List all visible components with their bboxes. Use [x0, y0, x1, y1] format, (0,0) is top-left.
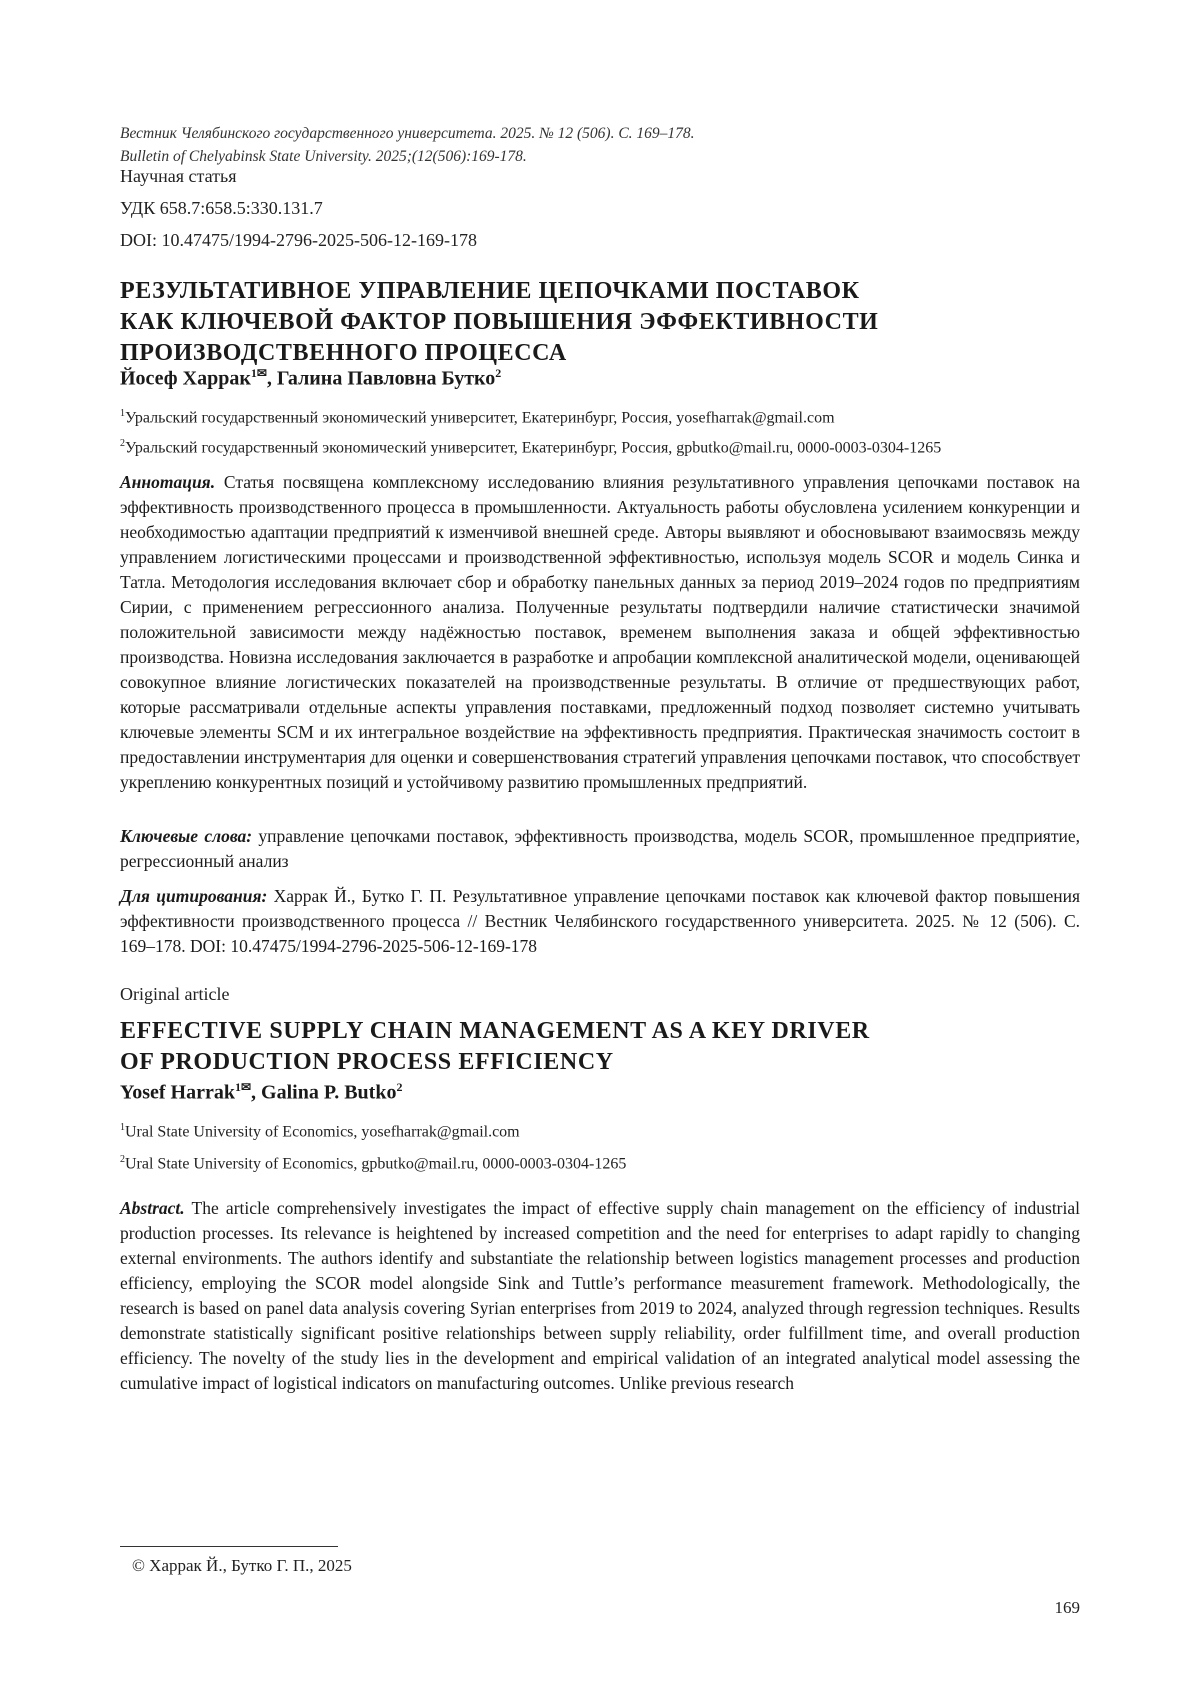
- affiliation-text: Ural State University of Economics, yosefharrak@gmail.com: [125, 1123, 520, 1141]
- affiliation-text: Уральский государственный экономический университет, Екатеринбург, Россия, gpbutko@mail.ru, 0000-0003-0304-1265: [125, 439, 942, 457]
- author-name: Yosef Harrak: [120, 1081, 235, 1104]
- authors-en: [120, 1080, 402, 1105]
- title-en-line: EFFECTIVE SUPPLY CHAIN MANAGEMENT AS A KEY DRIVER: [120, 1018, 870, 1044]
- citation-ru: [120, 884, 1080, 959]
- copyright-notice: © Харрак Й., Бутко Г. П., 2025: [132, 1556, 352, 1575]
- keywords-text: управление цепочками поставок, эффективность производства, модель SCOR, промышленное предприятие, регрессионный анализ: [120, 826, 1081, 871]
- udc-code: УДК 658.7:658.5:330.131.7: [120, 198, 323, 218]
- abstract-text: The article comprehensively investigates the impact of effective supply chain management on the efficiency of industrial production processes. Its relevance is heightened by increased competition and the need for enterprises to adapt rapidly to changing external environments. The authors identify and substantiate the relationship between logistics management processes and production efficiency, employing the SCOR model alongside Sink and Tuttle’s performance measurement framework. Methodologically, the research is based on panel data analysis covering Syrian enterprises from 2019 to 2024, analyzed through regression techniques. Results demonstrate statistically significant positive relationships between supply reliability, order fulfillment time, and overall production efficiency. The novelty of the study lies in the development and empirical validation of an integrated analytical model assessing the cumulative impact of logistical indicators on manufacturing outcomes. Unlike previous research: [120, 1198, 1081, 1393]
- affiliation-ru-2: [120, 438, 941, 457]
- affiliation-mark: 1: [234, 1080, 241, 1094]
- title-ru: [120, 276, 878, 369]
- affiliation-ru-1: [120, 408, 835, 427]
- page-number: 169: [1054, 1598, 1080, 1617]
- journal-reference-en: Bulletin of Chelyabinsk State University. 2025;(12(506):169-178.: [120, 148, 527, 165]
- abstract-en: [120, 1196, 1080, 1396]
- abstract-label: Abstract.: [120, 1198, 185, 1218]
- author-name: Йосеф Харрак: [120, 367, 251, 390]
- title-ru-line: ПРОИЗВОДСТВЕННОГО ПРОЦЕССА: [120, 340, 567, 366]
- citation-text: Харрак Й., Бутко Г. П. Результативное управление цепочками поставок как ключевой фактор повышения эффективности производственного процесса // Вестник Челябинского государственного университета. 2025. № 12 (506). С. 169–178. DOI: 10.47475/1994-2796-2025-506-12-169-178: [120, 886, 1081, 956]
- journal-reference: [120, 122, 695, 168]
- doi: DOI: 10.47475/1994-2796-2025-506-12-169-178: [120, 230, 477, 250]
- title-en-line: OF PRODUCTION PROCESS EFFICIENCY: [120, 1049, 614, 1075]
- abstract-ru: [120, 470, 1080, 795]
- affiliation-mark: 2: [396, 1080, 403, 1094]
- affiliation-mark: 1: [120, 408, 125, 419]
- abstract-text: Статья посвящена комплексному исследованию влияния результативного управления цепочками поставок на эффективность производственного процесса в промышленности. Актуальность работы обусловлена усилением конкуренции и необходимостью адаптации предприятий к изменчивой внешней среде. Авторы выявляют и обосновывают взаимосвязь между управлением логистическими процессами и производственной эффективностью, используя модель SCOR и модель Синка и Татла. Методология исследования включает сбор и обработку панельных данных за период 2019–2024 годов по предприятиям Сирии, с применением регрессионного анализа. Полученные результаты подтвердили наличие статистически значимой положительной зависимости между надёжностью поставок, временем выполнения заказа и общей эффективностью производства. Новизна исследования заключается в разработке и апробации комплексной аналитической модели, оценивающей совокупное влияние логистических показателей на производственные результаты. В отличие от предшествующих работ, которые рассматривали отдельные аспекты управления поставками, предложенный подход позволяет системно учитывать ключевые элементы SCM и их интегральное воздействие на эффективность предприятия. Практическая значимость состоит в предоставлении инструментария для оценки и совершенствования стратегий управления цепочками поставок, что способствует укреплению конкурентных позиций и устойчивому развитию промышленных предприятий.: [120, 472, 1080, 792]
- journal-reference-ru: Вестник Челябинского государственного университета. 2025. № 12 (506). С. 169–178.: [120, 125, 695, 142]
- author-name: Galina P. Butko: [261, 1081, 397, 1104]
- affiliation-text: Уральский государственный экономический университет, Екатеринбург, Россия, yosefharrak@gmail.com: [125, 409, 835, 427]
- affiliation-mark: 2: [495, 366, 502, 380]
- affiliation-en-1: [120, 1122, 520, 1141]
- affiliation-mark: 1: [250, 366, 257, 380]
- title-en: [120, 1016, 870, 1078]
- citation-label: Для цитирования:: [120, 886, 268, 906]
- keywords-ru: [120, 824, 1080, 874]
- affiliation-mark: 2: [120, 1154, 125, 1165]
- article-type-ru: Научная статья: [120, 166, 237, 186]
- title-ru-line: РЕЗУЛЬТАТИВНОЕ УПРАВЛЕНИЕ ЦЕПОЧКАМИ ПОСТАВОК: [120, 278, 860, 304]
- article-type-en: Original article: [120, 984, 230, 1004]
- keywords-label: Ключевые слова:: [120, 826, 253, 846]
- author-separator: ,: [251, 1081, 262, 1104]
- affiliation-en-2: [120, 1154, 626, 1173]
- envelope-icon: ✉: [256, 366, 267, 380]
- envelope-icon: ✉: [240, 1080, 252, 1094]
- author-name: Галина Павловна Бутко: [276, 367, 496, 390]
- affiliation-mark: 2: [120, 438, 125, 449]
- abstract-label: Аннотация.: [120, 472, 216, 492]
- title-ru-line: КАК КЛЮЧЕВОЙ ФАКТОР ПОВЫШЕНИЯ ЭФФЕКТИВНОСТИ: [120, 309, 879, 335]
- author-separator: ,: [266, 367, 277, 390]
- authors-ru: [120, 366, 501, 391]
- footnote-divider: [120, 1546, 338, 1547]
- affiliation-text: Ural State University of Economics, gpbutko@mail.ru, 0000-0003-0304-1265: [125, 1155, 627, 1173]
- affiliation-mark: 1: [120, 1122, 125, 1133]
